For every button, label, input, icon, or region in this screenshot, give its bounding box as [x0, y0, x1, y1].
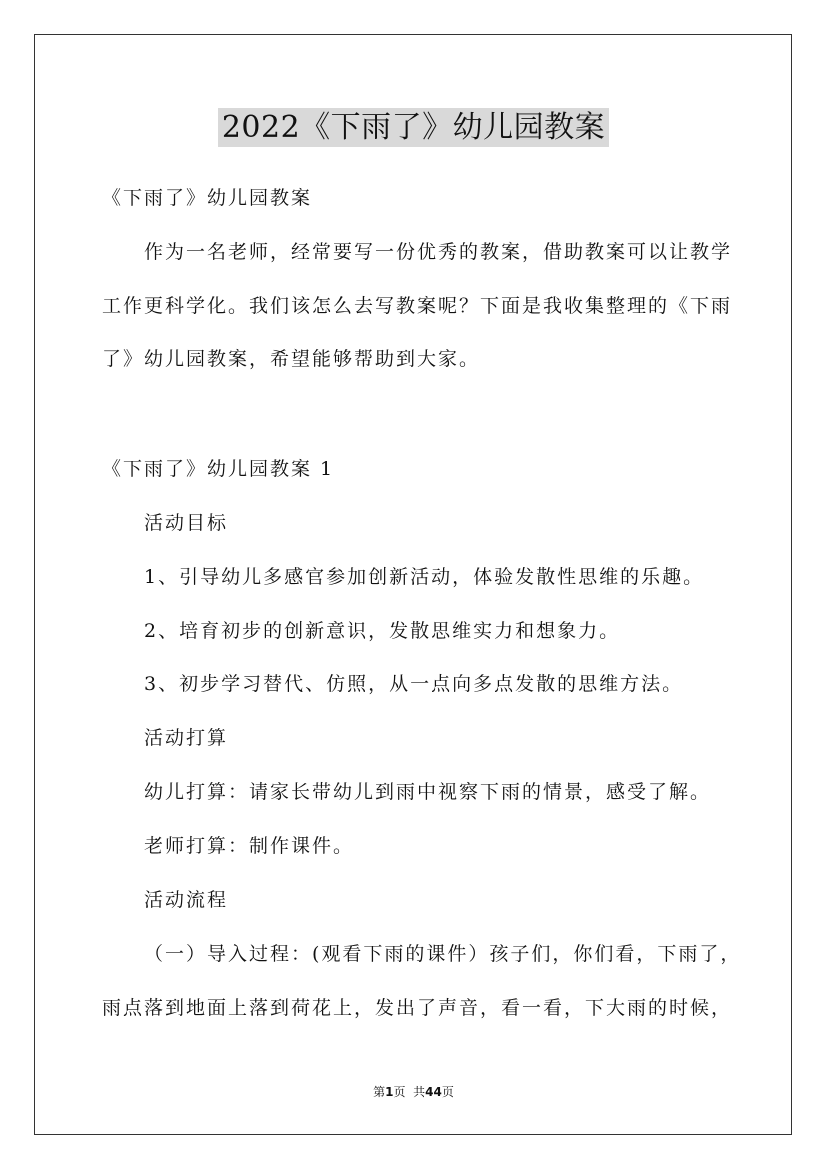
- subtitle: 《下雨了》幼儿园教案: [102, 187, 313, 209]
- footer-prefix: 第: [373, 1085, 386, 1099]
- process-line-1: （一）导入过程：(观看下雨的课件）孩子们，你们看，下雨了，: [144, 943, 742, 965]
- intro-line-1: 作为一名老师，经常要写一份优秀的教案，借助教案可以让教学: [144, 241, 733, 263]
- intro-line-3: 了》幼儿园教案，希望能够帮助到大家。: [102, 348, 481, 370]
- page-footer: [0, 1083, 827, 1100]
- goal-3: 3、初步学习替代、仿照，从一点向多点发散的思维方法。: [144, 673, 684, 695]
- prep-teacher: 老师打算：制作课件。: [144, 835, 355, 857]
- footer-page-number: 1: [385, 1085, 394, 1099]
- footer-mid: 页 共: [393, 1085, 426, 1099]
- process-line-2: 雨点落到地面上落到荷花上，发出了声音，看一看，下大雨的时候，: [102, 997, 733, 1019]
- footer-total-pages: 44: [425, 1085, 442, 1099]
- prep-children: 幼儿打算：请家长带幼儿到雨中视察下雨的情景，感受了解。: [144, 781, 712, 803]
- document-title-text: 2022《下雨了》幼儿园教案: [218, 108, 609, 147]
- section-title: 《下雨了》幼儿园教案 1: [102, 458, 335, 480]
- heading-prep: 活动打算: [144, 727, 229, 749]
- intro-line-2: 工作更科学化。我们该怎么去写教案呢？下面是我收集整理的《下雨: [102, 295, 733, 317]
- footer-suffix: 页: [441, 1085, 454, 1099]
- goal-1: 1、引导幼儿多感官参加创新活动，体验发散性思维的乐趣。: [144, 566, 705, 588]
- heading-goals: 活动目标: [144, 512, 229, 534]
- heading-process: 活动流程: [144, 889, 229, 911]
- goal-2: 2、培育初步的创新意识，发散思维实力和想象力。: [144, 620, 621, 642]
- document-title: [0, 102, 827, 146]
